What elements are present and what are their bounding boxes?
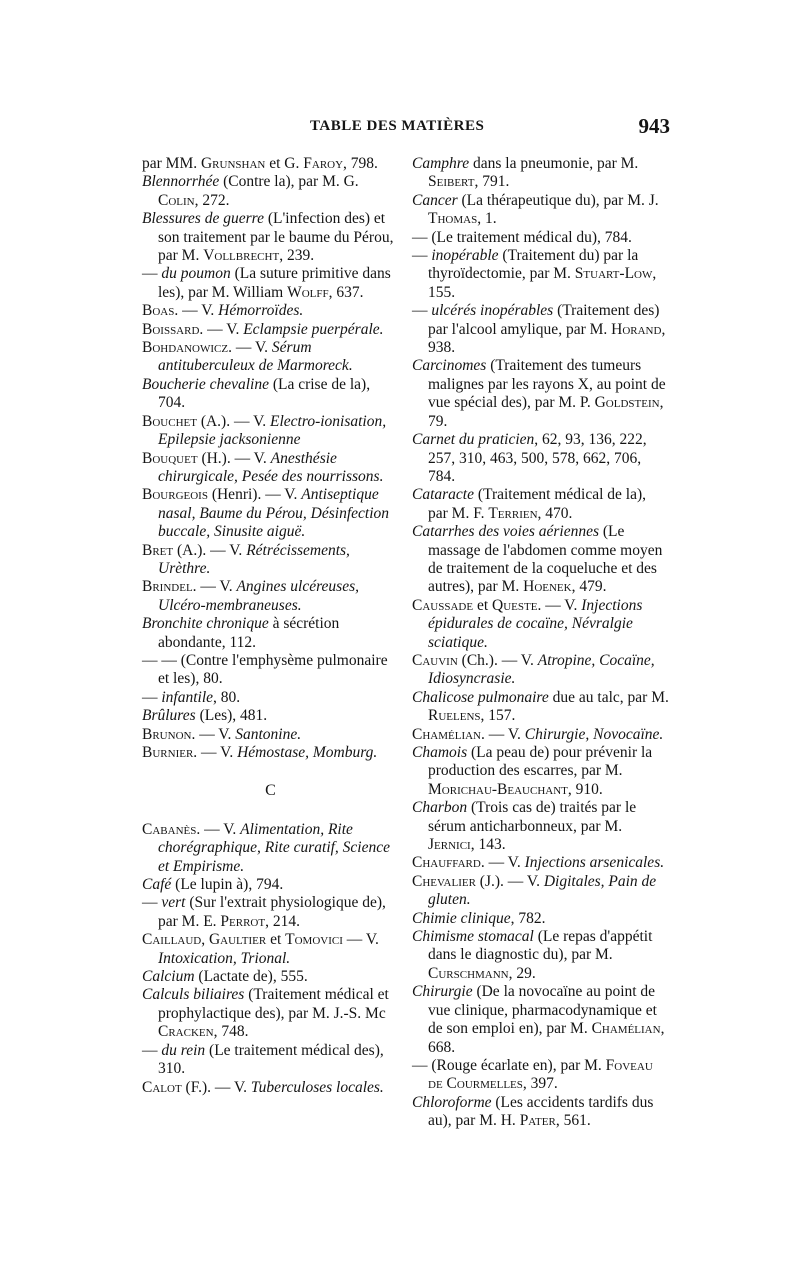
index-entry [142, 210, 399, 265]
entry-text: par MM. [142, 155, 201, 172]
entry-text: (Le repas d'appétit dans le diagnostic du), par M. [428, 928, 653, 964]
entry-author: Queste [492, 596, 538, 614]
entry-text: (Ch.). — V. [457, 651, 538, 669]
entry-term: Chamois [412, 744, 468, 761]
entry-author: Thomas [428, 210, 478, 228]
entry-text: (Les accidents tardifs dus au), par M. H. [428, 1093, 654, 1130]
entry-text: et [266, 931, 286, 949]
entry-text: — [142, 265, 162, 283]
entry-text: . — V. [480, 854, 525, 872]
entry-author: Chauffard [412, 854, 481, 872]
entry-term: Intoxication, Trional. [158, 949, 291, 967]
entry-text: , 668. [428, 1020, 665, 1056]
entry-term: Blennorrhée [142, 173, 220, 191]
entry-text: , 155. [428, 265, 657, 301]
index-entry [412, 357, 669, 431]
entry-author: Chevalier [412, 872, 476, 890]
entry-text: , 561. [555, 1112, 591, 1130]
entry-term: Angines ulcéreuses, Ulcéro-membraneuses. [158, 578, 360, 614]
entry-text: (H.). — V. [197, 449, 271, 467]
entry-text: — [142, 1041, 162, 1059]
entry-author: Caillaud, Gaultier [142, 931, 267, 949]
entry-term: Chirurgie [412, 983, 473, 1001]
index-entry [142, 413, 399, 450]
entry-term: Eclampsie puerpérale. [243, 320, 384, 338]
index-entry [412, 192, 669, 229]
entry-text: (Le traitement médical des), 310. [158, 1041, 384, 1078]
entry-term: Chimisme stomacal [412, 928, 534, 946]
entry-text: (La suture primitive dans les), par M. William [158, 265, 391, 301]
entry-text: . — V. [174, 302, 219, 320]
index-entry [412, 523, 669, 597]
entry-term: Santonine. [235, 725, 302, 743]
entry-text: — V. [342, 931, 379, 949]
index-entry [412, 302, 669, 357]
entry-author: Caussade [412, 596, 474, 614]
entry-author: Curschmann [428, 964, 509, 982]
index-entry [412, 431, 669, 486]
index-entry [142, 744, 399, 762]
entry-author: Chamélian [591, 1020, 661, 1038]
entry-text: (Lactate de), 555. [194, 968, 308, 986]
index-entry [142, 1042, 399, 1079]
entry-text: , 910. [567, 780, 603, 798]
index-entry [142, 321, 399, 339]
entry-author: Terrien [488, 504, 538, 522]
entry-author: Seibert [428, 173, 475, 191]
right-entries-c [412, 155, 669, 1131]
entry-text: (Traitement médical de la), par M. F. [428, 486, 647, 522]
entry-text: , 79. [428, 394, 664, 430]
entry-author: Goldstein [594, 394, 660, 412]
entry-text: (A.). — V. [173, 541, 247, 559]
index-entry [412, 229, 669, 247]
entry-text: (De la novocaïne au point de vue clinique, pharmacodynamique et de son emploi en), par M. [428, 983, 657, 1038]
entry-text: (Sur l'extrait physiologique de), par M. E. [158, 894, 386, 930]
left-entries-b [142, 155, 399, 762]
index-entry [412, 155, 669, 192]
entry-text: (Trois cas de) traités par le sérum anticharbonneux, par M. [428, 799, 637, 835]
entry-text: à sécrétion abondante, 112. [158, 615, 340, 651]
entry-text: , 62, 93, 136, 222, 257, 310, 463, 500, 578, 662, 706, 784. [428, 431, 647, 485]
entry-term: Digitales, Pain de gluten. [428, 872, 657, 909]
entry-text: — (Le traitement médical du), 784. [412, 228, 632, 246]
entry-text: (F.). — V. [181, 1078, 251, 1096]
running-title: TABLE DES MATIÈRES [310, 118, 485, 134]
entry-text: (La thérapeutique du), par M. J. [457, 191, 659, 209]
entry-text: (Traitement médical et prophylactique des), par M. J.-S. Mc [158, 986, 389, 1022]
entry-text: dans la pneumonie, par M. [469, 155, 639, 172]
entry-term: infantile [161, 688, 214, 706]
entry-text: due au talc, par M. [548, 688, 669, 706]
entry-text: (La crise de la), 704. [158, 375, 371, 412]
entry-term: Blessures de guerre [142, 210, 264, 228]
entry-author: Tomovici [285, 931, 343, 949]
entry-text: (L'infection des) et son traitement par le baume du Pérou, par M. [158, 210, 394, 265]
entry-author: Bohdanowicz [142, 339, 229, 357]
entry-author: Boas [142, 302, 175, 320]
entry-text: — [412, 247, 432, 265]
entry-author: Grunshan [200, 155, 266, 172]
index-entry [142, 376, 399, 413]
entry-text: (J.). — V. [475, 872, 544, 890]
entry-text: (La peau de) pour prévenir la production des escarres, par M. [428, 744, 653, 780]
index-entry [142, 265, 399, 302]
entry-text: , 938. [428, 320, 666, 357]
index-entry [142, 450, 399, 487]
entry-text: , 479. [571, 578, 607, 596]
index-entry [142, 821, 399, 876]
index-entry [412, 928, 669, 983]
entry-author: Foveau de Courmelles [428, 1056, 653, 1093]
entry-term: Cancer [412, 191, 458, 209]
entry-term: Charbon [412, 799, 468, 817]
entry-term: Rétrécissements, Urèthre. [158, 541, 350, 577]
index-entry [142, 689, 399, 707]
entry-text: (Henri). — V. [207, 486, 302, 504]
index-entry [142, 542, 399, 579]
entry-text: (Le lupin à), 794. [171, 876, 284, 894]
index-entry [142, 726, 399, 744]
entry-text: , 214. [265, 912, 300, 930]
index-entry [142, 1079, 399, 1097]
entry-term: Chloroforme [412, 1093, 492, 1111]
entry-author: Bret [142, 541, 174, 559]
index-entry [412, 910, 669, 928]
section-letter: C [265, 782, 276, 800]
index-entry [412, 854, 669, 872]
entry-term: Electro-ionisation, Epilepsie jacksonienne [158, 412, 387, 449]
entry-author: Perrot [220, 912, 266, 930]
index-entry [142, 302, 399, 320]
entry-term: Cataracte [412, 486, 474, 504]
entry-text: , 748. [213, 1023, 249, 1041]
entry-text: , 397. [522, 1075, 558, 1093]
index-entry [142, 339, 399, 376]
entry-author: Cauvin [412, 651, 458, 669]
entry-author: Horand [611, 320, 662, 338]
entry-author: Jernici [428, 836, 471, 854]
entry-term: Boucherie chevaline [142, 375, 269, 393]
index-entry [142, 876, 399, 894]
entry-author: Wolff [287, 283, 329, 301]
entry-text: — [142, 688, 162, 706]
page-number: 943 [638, 114, 670, 138]
entry-term: ulcérés inopérables [431, 302, 554, 320]
entry-text: (Traitement des tumeurs malignes par les rayons X, au point de vue spécial des), par M. P. [428, 357, 666, 412]
entry-text: — [412, 302, 432, 320]
entry-text: , 29. [508, 964, 536, 982]
entry-text: (Traitement des) par l'alcool amylique, par M. [428, 302, 660, 338]
entry-term: Carcinomes [412, 357, 487, 375]
entry-term: Café [142, 876, 172, 894]
index-entry [412, 1057, 669, 1094]
index-entry [142, 155, 399, 173]
entry-term: Alimentation, Rite chorégraphique, Rite curatif, Science et Empirisme. [158, 820, 391, 875]
entry-term: Catarrhes des voies aériennes [412, 523, 599, 541]
entry-author: Chamélian [412, 725, 481, 743]
entry-text: , 157. [480, 707, 516, 725]
entry-term: Antiseptique nasal, Baume du Pérou, Désinfection buccale, Sinusite aiguë. [158, 486, 390, 541]
entry-text: (Le massage de l'abdomen comme moyen de traitement de la coqueluche et des autres), par M. [428, 523, 663, 596]
entry-author: Brindel [142, 578, 193, 596]
entry-term: Injections arsenicales. [524, 854, 665, 872]
entry-text: , 272. [194, 191, 230, 209]
entry-author: Bouchet [142, 412, 197, 430]
entry-term: Tuberculoses locales. [250, 1078, 384, 1096]
entry-text: — [142, 894, 162, 912]
entry-author: Bouquet [142, 449, 198, 467]
entry-term: inopérable [431, 247, 499, 265]
entry-term: Anesthésie chirurgicale, Pesée des nourrissons. [158, 449, 384, 485]
entry-text: . — V. [192, 578, 237, 596]
entry-term: Hémostase, Momburg. [237, 744, 378, 761]
entry-term: Calcium [142, 968, 195, 986]
entry-author: Pater [519, 1112, 556, 1130]
entry-text: . — V. [228, 339, 272, 357]
index-entry [412, 983, 669, 1057]
entry-author: Hoenek [523, 578, 572, 596]
index-entry [412, 1094, 669, 1131]
entry-text: et G. [265, 155, 304, 172]
entry-term: Atropine, Cocaïne, Idiosyncrasie. [428, 651, 655, 688]
entry-text: et [473, 596, 493, 614]
entry-text: , 782. [510, 909, 546, 927]
entry-text: . — V. [537, 596, 582, 614]
entry-author: Stuart-Low [574, 265, 653, 283]
entry-author: Burnier [142, 744, 194, 761]
entry-text: — (Rouge écarlate en), par M. [412, 1056, 606, 1074]
entry-term: Carnet du praticien [412, 431, 535, 449]
entry-term: Hémorroïdes. [218, 302, 304, 320]
index-entry [412, 744, 669, 799]
entry-term: Brûlures [142, 707, 196, 725]
index-entry [142, 707, 399, 725]
index-entry [412, 726, 669, 744]
entry-term: Bronchite chronique [142, 615, 269, 633]
entry-text: (Traitement du) par la thyroïdectomie, par M. [428, 247, 639, 283]
entry-author: Calot [142, 1078, 182, 1096]
entry-text: — — (Contre l'emphysème pulmonaire et les), 80. [142, 651, 388, 688]
index-entry [142, 173, 399, 210]
entry-text: . — V. [193, 744, 238, 761]
index-entry [412, 486, 669, 523]
entry-text: . — V. [199, 320, 244, 338]
entry-text: (A.). — V. [196, 412, 271, 430]
running-head [140, 114, 670, 144]
entry-text: . — V. [191, 725, 236, 743]
entry-term: Calculs biliaires [142, 986, 245, 1004]
index-entry [142, 486, 399, 541]
entry-text: , 470. [537, 504, 573, 522]
index-entry [412, 247, 669, 302]
entry-term: du poumon [161, 265, 231, 283]
entry-text: (Contre la), par M. G. [219, 173, 359, 191]
entry-author: Ruelens [428, 707, 481, 725]
entry-term: du rein [161, 1041, 206, 1059]
entry-text: . — V. [196, 820, 241, 838]
index-entry [142, 615, 399, 652]
entry-author: Brunon [142, 725, 192, 743]
index-entry [142, 986, 399, 1041]
index-entry [412, 689, 669, 726]
right-column [412, 155, 669, 1131]
entry-author: Morichau-Beauchant [428, 780, 568, 798]
entry-term: Sérum antituberculeux de Marmoreck. [158, 339, 353, 375]
entry-text: (Les), 481. [195, 707, 268, 725]
entry-term: Chimie clinique [412, 909, 511, 927]
entry-term: vert [161, 894, 186, 912]
entry-term: Chirurgie, Novocaïne. [524, 725, 664, 743]
left-entries-c [142, 821, 399, 1097]
entry-author: Cracken [158, 1023, 214, 1041]
index-entry [142, 931, 399, 968]
entry-text: , 791. [474, 173, 510, 191]
index-entry [142, 652, 399, 689]
entry-text: , 143. [470, 836, 506, 854]
entry-author: Cabanès [142, 820, 197, 838]
entry-term: Chalicose pulmonaire [412, 688, 549, 706]
entry-author: Bourgeois [142, 486, 208, 504]
index-entry [142, 894, 399, 931]
entry-author: Boissard [142, 320, 200, 338]
index-entry [412, 652, 669, 689]
index-entry [412, 873, 669, 910]
entry-author: Colin [158, 191, 195, 209]
entry-text: . — V. [481, 725, 525, 743]
entry-author: Faroy [303, 155, 344, 172]
entry-text: , 239. [279, 247, 315, 265]
entry-author: Vollbrecht [203, 247, 280, 265]
index-entry [142, 968, 399, 986]
entry-text: , 798. [343, 155, 378, 172]
index-entry [412, 799, 669, 854]
entry-text: , 637. [328, 283, 364, 301]
entry-term: Camphre [412, 155, 470, 172]
index-entry [412, 597, 669, 652]
entry-term: Injections épidurales de cocaïne, Névralgie sciatique. [428, 596, 643, 651]
left-column [142, 155, 399, 1097]
entry-text: , 80. [213, 688, 241, 706]
entry-text: , 1. [477, 210, 497, 228]
index-entry [142, 578, 399, 615]
